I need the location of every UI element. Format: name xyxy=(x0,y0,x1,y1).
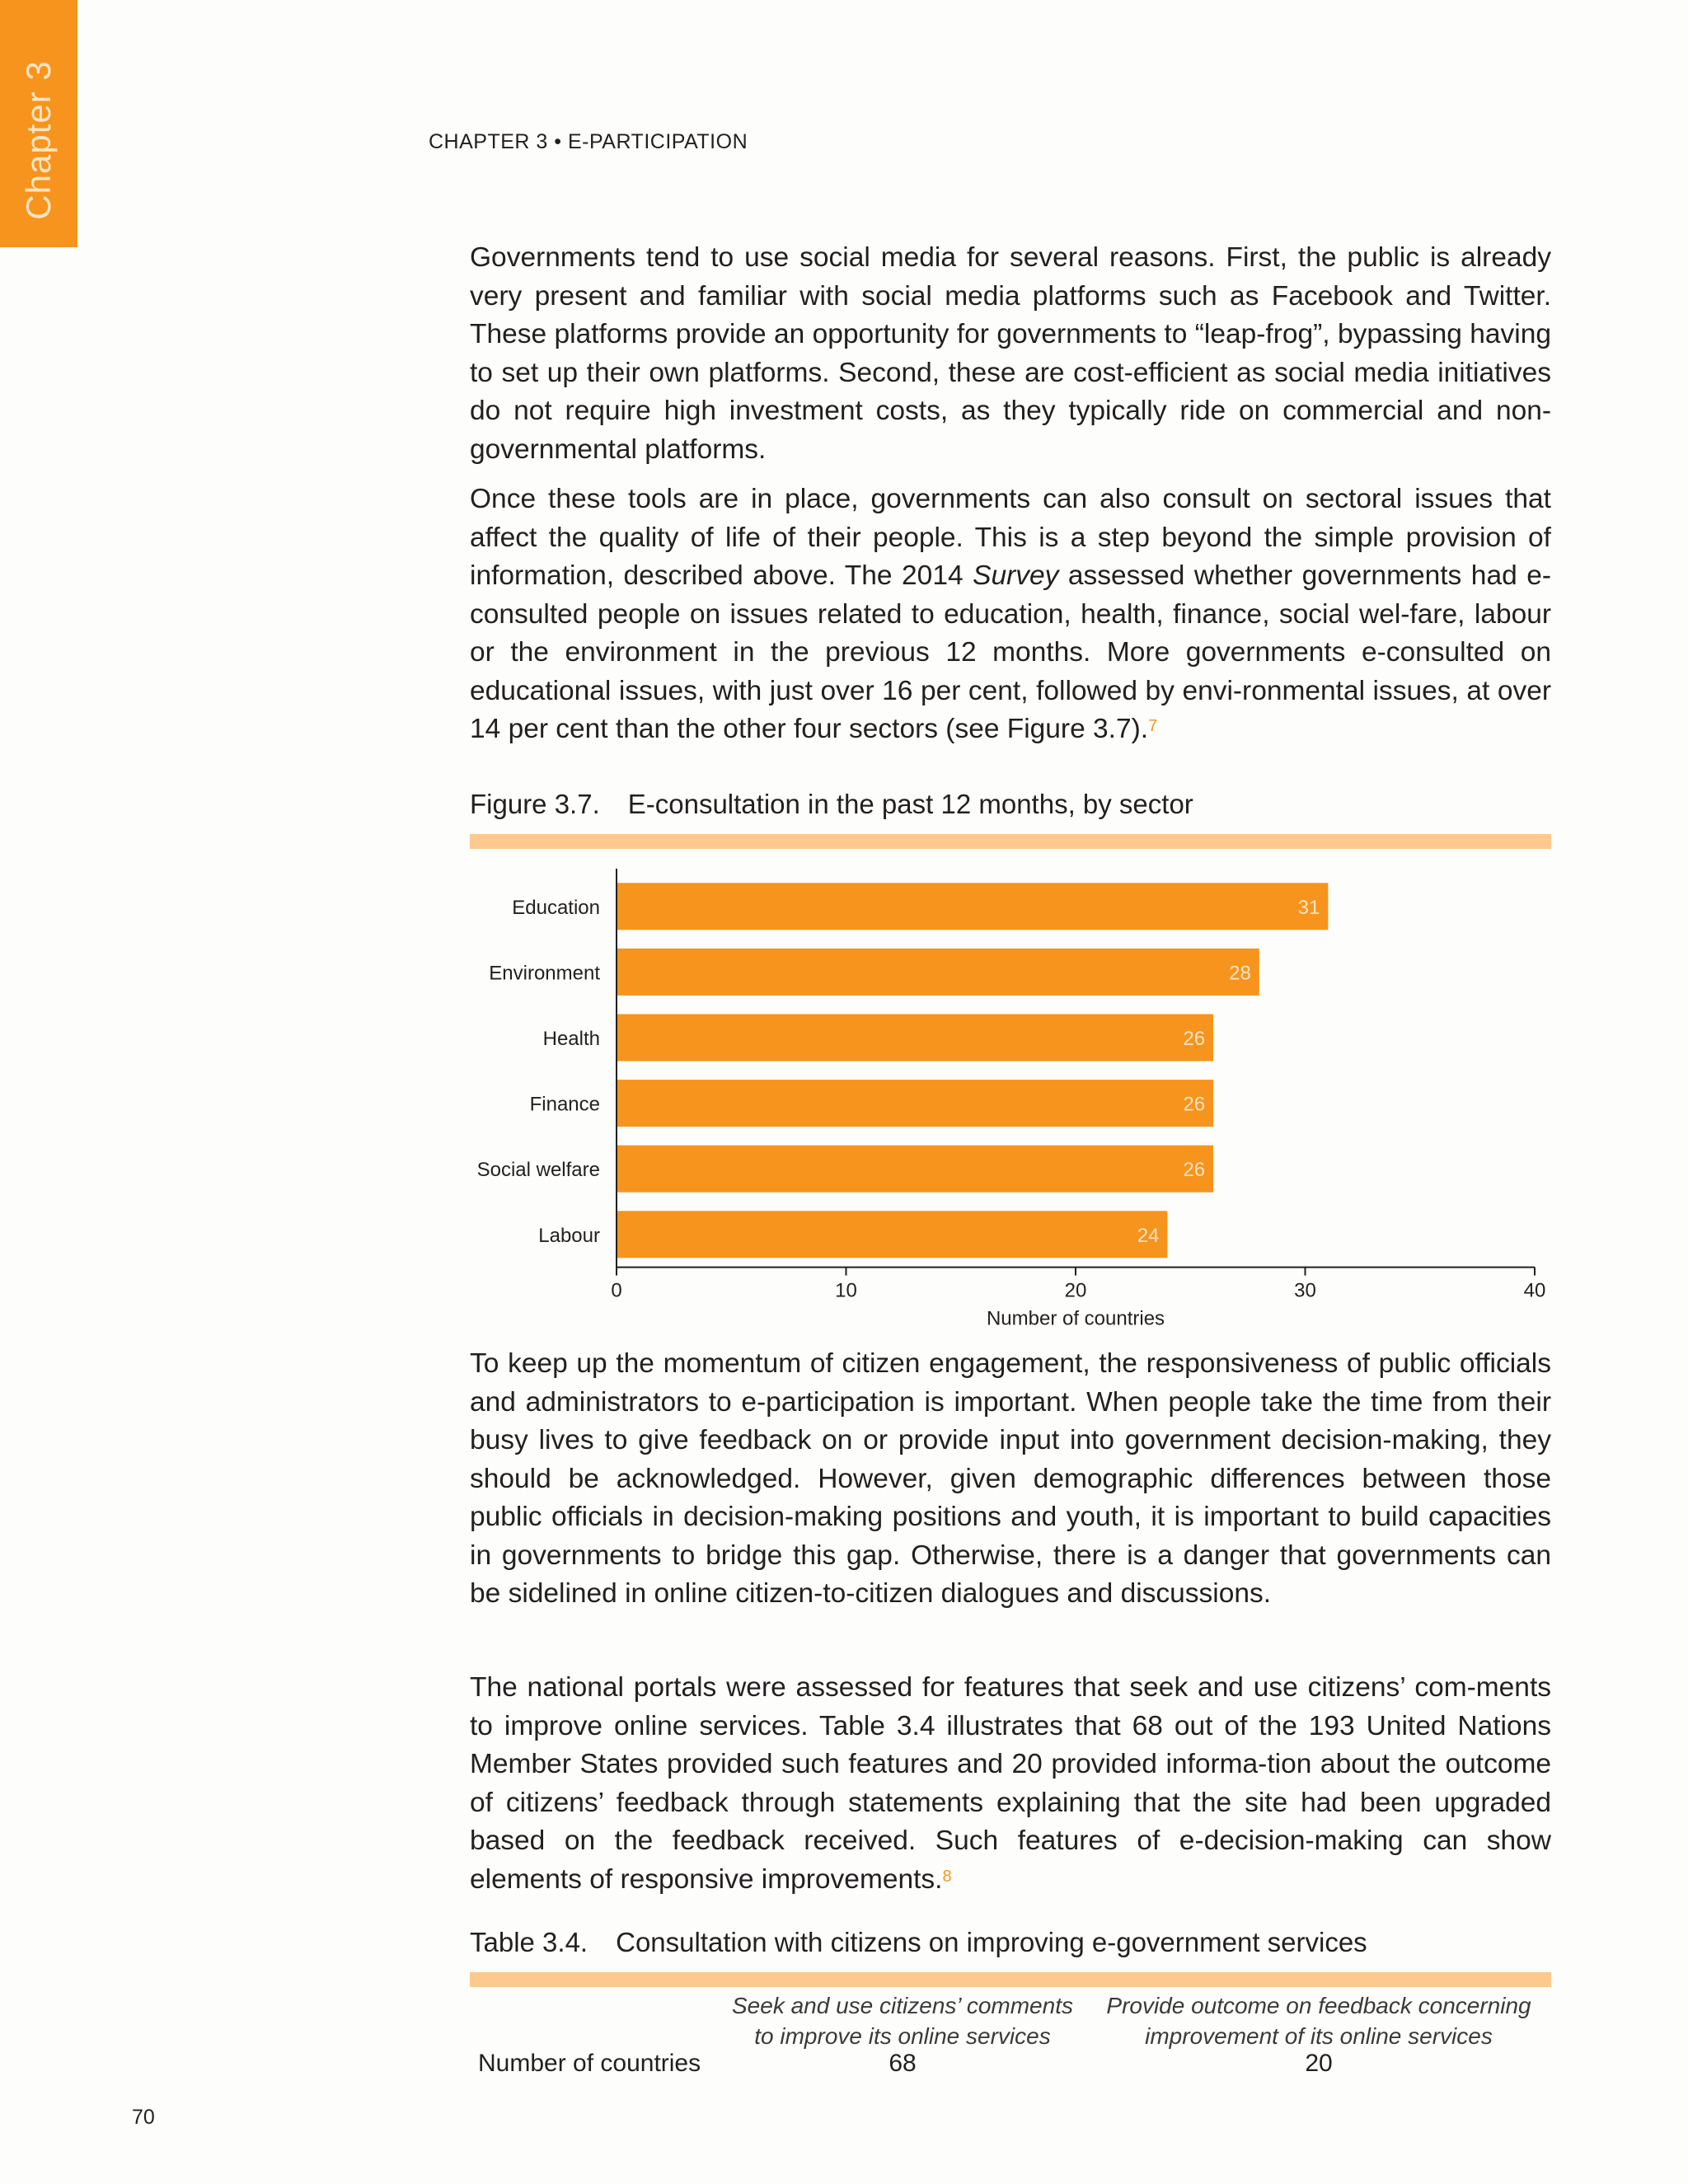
table-col2-header: Provide outcome on feedback concerning improvement of its online services xyxy=(1106,1993,1531,2049)
page-number: 70 xyxy=(132,2106,155,2129)
bar-social-welfare xyxy=(617,1146,1213,1193)
paragraph-e-consultation-text-1: Once these tools are in place, governments can also consult on sectoral issues that affect the quality of life of their people. This is a step beyond the simple provision of information, described above. The 2014 xyxy=(470,484,1551,591)
category-label: Health xyxy=(542,1028,600,1050)
bar-labour xyxy=(617,1211,1167,1258)
data-label: 31 xyxy=(1297,896,1320,919)
table-row-label: Number of countries xyxy=(478,2050,701,2077)
bar-environment xyxy=(617,949,1259,996)
table-rule xyxy=(470,1972,1551,1987)
paragraph-social-media: Governments tend to use social media for several reasons. First, the public is already very present and familiar with social media platforms such as Facebook and Twitter. These platforms provide an opportunity for governments to “leap-frog”, bypassing having to set up their own platforms. Second, these are cost-efficient as social media initiatives do not require high investment costs, as they typically ride on commercial and non-governmental platforms. xyxy=(470,242,1551,465)
paragraph-e-consultation xyxy=(470,480,1551,749)
data-label: 26 xyxy=(1183,1028,1206,1050)
table-col1-header: Seek and use citizens’ comments to improve its online services xyxy=(732,1993,1073,2049)
bar-chart xyxy=(462,857,1558,1331)
x-tick-label: 10 xyxy=(835,1279,857,1302)
paragraph-responsiveness: To keep up the momentum of citizen engagement, the responsiveness of public officials and administrators to e-participation is important. When people take the time from their busy lives to give feedback on or provide input into government decision-making, they should be acknowledged. However, given demographic differences between those public officials in decision-making positions and youth, it is important to build capacities in governments to bridge this gap. Otherwise, there is a danger that governments can be sidelined in online citizen-to-citizen dialogues and discussions. xyxy=(470,1348,1551,1609)
bar-finance xyxy=(617,1080,1213,1127)
bar-education xyxy=(617,883,1328,930)
category-label: Environment xyxy=(489,962,600,985)
table-caption xyxy=(470,1927,1367,1958)
figure-title: E-consultation in the past 12 months, by sector xyxy=(627,789,1193,819)
figure-caption xyxy=(470,789,1193,820)
chapter-tab-label: Chapter 3 xyxy=(19,60,58,220)
survey-italic: Survey xyxy=(973,560,1059,591)
paragraph-national-portals xyxy=(470,1669,1551,1899)
chapter-tab xyxy=(0,0,77,247)
x-axis-title: Number of countries xyxy=(986,1307,1165,1330)
category-label: Social welfare xyxy=(476,1159,600,1182)
bar-health xyxy=(617,1015,1213,1062)
figure-number: Figure 3.7. xyxy=(470,789,600,819)
data-label: 26 xyxy=(1183,1093,1206,1116)
table-number: Table 3.4. xyxy=(470,1927,588,1957)
paragraph-national-portals-text: The national portals were assessed for features that seek and use citizens’ com-ments to improve online services. Table 3.4 illustrates that 68 out of the 193 United Nations Member States provided such features and 20 provided informa-tion about the outcome of citizens’ feedback through statements explaining that the site had been upgraded based on the feedback received. Such features of e-decision-making can show elements of responsive improvements. xyxy=(470,1672,1551,1895)
x-tick-label: 30 xyxy=(1294,1279,1316,1302)
category-label: Labour xyxy=(538,1224,600,1247)
paragraph-e-consultation-text-2: assessed whether governments had e-consulted people on issues related to education, health, finance, social wel-fare, labour or the environment in the previous 12 months. More governments e-consulted on educational issues, with just over 16 per cent, followed by envi-ronmental issues, at over 14 per cent than the other four sectors (see Figure 3.7). xyxy=(470,560,1552,744)
table-col1-value: 68 xyxy=(889,2050,917,2077)
data-label: 26 xyxy=(1183,1159,1206,1182)
running-header: CHAPTER 3 • E-PARTICIPATION xyxy=(429,130,748,153)
table-col2-value: 20 xyxy=(1305,2050,1333,2077)
table-title: Consultation with citizens on improving e-government services xyxy=(616,1927,1367,1957)
footnote-ref-7[interactable]: 7 xyxy=(1148,717,1158,735)
x-tick-label: 40 xyxy=(1523,1279,1546,1302)
figure-rule xyxy=(470,834,1551,849)
x-tick-label: 20 xyxy=(1064,1279,1087,1302)
data-label: 28 xyxy=(1229,962,1251,985)
footnote-ref-8[interactable]: 8 xyxy=(942,1867,952,1886)
category-label: Finance xyxy=(529,1093,600,1116)
x-tick-label: 0 xyxy=(611,1279,622,1302)
category-label: Education xyxy=(512,896,600,919)
data-label: 24 xyxy=(1137,1224,1160,1247)
